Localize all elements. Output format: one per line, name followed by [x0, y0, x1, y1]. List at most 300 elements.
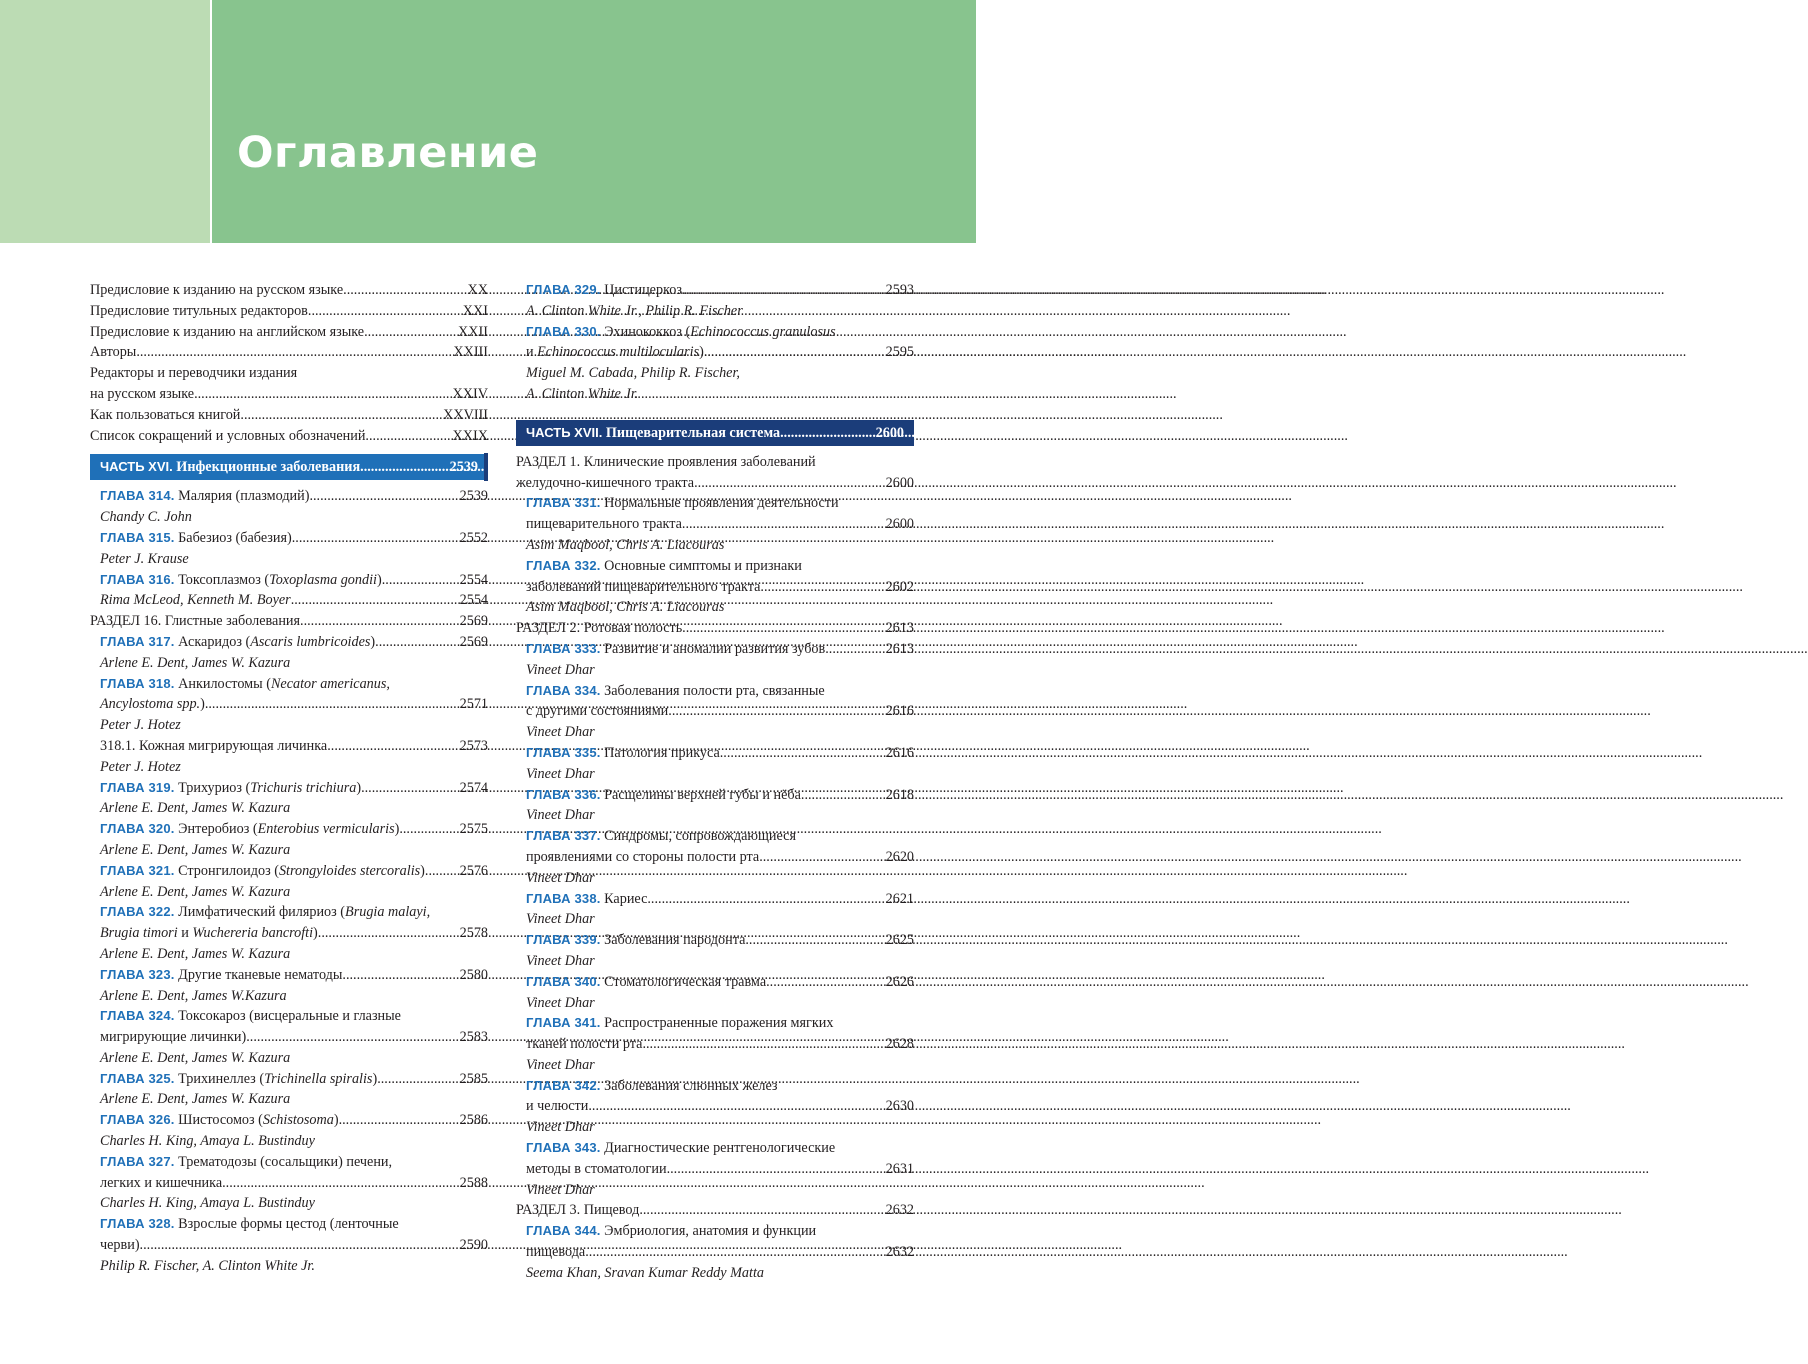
toc-entry[interactable] [516, 1076, 914, 1097]
entry-text [526, 847, 759, 868]
entry-text [100, 944, 290, 965]
part-label: ЧАСТЬ XVII. [526, 424, 603, 440]
leader-dots [365, 426, 452, 447]
entry-title: ) [370, 633, 376, 650]
page-number: 2613 [885, 640, 914, 657]
authors: Arlene E. Dent, James W. Kazura [100, 654, 291, 671]
chapter-label: ГЛАВА 322. [100, 904, 175, 920]
entry-text [100, 923, 318, 944]
entry-text [90, 363, 297, 384]
page-number: 2621 [885, 890, 914, 907]
entry-title: желудочно-кишечного тракта [516, 474, 695, 491]
entry-title: Основные симптомы и признаки [604, 557, 802, 574]
page-number: XXVIII [443, 406, 488, 423]
toc-entry[interactable] [516, 473, 914, 494]
entry-text [526, 1138, 835, 1159]
toc-entry[interactable] [516, 701, 914, 722]
entry-text [516, 618, 682, 639]
page-number: XXII [458, 323, 488, 340]
entry-text [526, 535, 724, 556]
author-line [90, 590, 488, 611]
authors: Arlene E. Dent, James W. Kazura [100, 841, 291, 858]
page-number: 2569 [459, 633, 488, 650]
latin-name: Enterobius vermicularis [257, 821, 395, 838]
entry-text [90, 342, 136, 363]
page-number: 2625 [885, 932, 914, 949]
toc-entry[interactable] [90, 1027, 488, 1048]
authors: A. Clinton White Jr., Philip R. Fischer [526, 302, 743, 319]
part-title: Пищеварительная система [605, 424, 781, 441]
leader-dots [682, 618, 885, 639]
toc-entry[interactable] [90, 861, 488, 882]
entry-text [100, 715, 181, 736]
entry-title: Синдромы, сопровождающиеся [604, 828, 796, 845]
entry-text [526, 363, 740, 384]
entry-text [100, 965, 342, 986]
entry-title: Расщелины верхней губы и нёба [604, 786, 801, 803]
entry-text [516, 1200, 639, 1221]
entry-title: Заболевания слюнных желез [604, 1077, 778, 1094]
part-page: 2600 [875, 424, 904, 441]
entry-title: Анкилостомы ( [178, 675, 271, 692]
section-label: РАЗДЕЛ 1. [516, 453, 581, 470]
part-title: Инфекционные заболевания [176, 459, 361, 476]
toc-entry[interactable] [90, 1235, 488, 1256]
entry-text [526, 785, 801, 806]
page-number: 2631 [885, 1160, 914, 1177]
page-number: 2571 [459, 696, 488, 713]
page-number: 2600 [885, 516, 914, 533]
page-number: 2616 [885, 703, 914, 720]
part-label: ЧАСТЬ XVI. [100, 459, 173, 475]
leader-dots [343, 280, 467, 301]
toc-entry[interactable] [90, 528, 488, 549]
entry-text [100, 1069, 377, 1090]
entry-text [100, 778, 361, 799]
toc-entry[interactable] [516, 785, 914, 806]
toc-entry[interactable] [90, 1173, 488, 1194]
page-number: 2583 [459, 1029, 488, 1046]
entry-text [526, 889, 647, 910]
chapter-label: ГЛАВА 328. [100, 1216, 175, 1232]
entry-text [90, 301, 308, 322]
entry-text [526, 764, 595, 785]
leader-dots [382, 570, 460, 591]
toc-entry[interactable] [90, 819, 488, 840]
chapter-label: ГЛАВА 325. [100, 1070, 175, 1086]
page-number: 2613 [885, 620, 914, 637]
entry-title: Взрослые формы цестод (ленточные [178, 1216, 399, 1233]
author-line [516, 1263, 914, 1284]
latin-name: Echinococcus granulosus [690, 323, 836, 340]
page-number: 2602 [885, 578, 914, 595]
page-number: 2574 [459, 779, 488, 796]
author-line [90, 507, 488, 528]
leader-dots [377, 1069, 459, 1090]
leader-dots [360, 454, 449, 480]
bar-accent [484, 453, 488, 481]
author-line [516, 597, 914, 618]
entry-title: Стоматологическая травма [604, 973, 767, 990]
entry-text [100, 694, 205, 715]
page-number: 2626 [885, 973, 914, 990]
header-band [212, 0, 976, 243]
toc-entry[interactable] [516, 493, 914, 514]
part-xvi-header[interactable] [90, 454, 488, 480]
entry-text [100, 1089, 290, 1110]
entry-text [526, 660, 595, 681]
toc-entry[interactable] [90, 570, 488, 591]
entry-text [100, 1131, 315, 1152]
entry-title: Как пользоваться книгой [90, 406, 241, 423]
entry-text [526, 743, 720, 764]
toc-entry[interactable] [90, 1006, 488, 1027]
chapter-label: ГЛАВА 336. [526, 786, 601, 802]
chapter-label: ГЛАВА 315. [100, 529, 175, 545]
page-number: XXIV [452, 385, 488, 402]
chapter-label: ГЛАВА 344. [526, 1223, 601, 1239]
entry-text [526, 556, 802, 577]
leader-dots [240, 405, 443, 426]
entry-text [526, 1263, 764, 1284]
toc-entry[interactable] [516, 930, 914, 951]
chapter-label: ГЛАВА 333. [526, 640, 601, 656]
toc-entry[interactable] [516, 322, 914, 343]
latin-name: Necator americanus, [270, 675, 390, 692]
toc-entry[interactable] [516, 556, 914, 577]
toc-entry[interactable] [516, 681, 914, 702]
section-entry[interactable] [516, 1200, 914, 1221]
page-number: 2630 [885, 1098, 914, 1115]
page-number: 2595 [885, 344, 914, 361]
author-line [516, 1117, 914, 1138]
author-line [90, 840, 488, 861]
leader-dots [342, 965, 459, 986]
chapter-label: ГЛАВА 331. [526, 495, 601, 511]
entry-title: ) [376, 571, 382, 588]
chapter-label: ГЛАВА 327. [100, 1153, 175, 1169]
author-line [90, 1131, 488, 1152]
toc-entry[interactable] [90, 674, 488, 695]
entry-text [100, 528, 292, 549]
leader-dots [425, 861, 460, 882]
entry-text [100, 653, 290, 674]
toc-entry[interactable] [90, 342, 488, 363]
toc-entry[interactable] [90, 486, 488, 507]
authors: Arlene E. Dent, James W. Kazura [100, 945, 291, 962]
authors: Rima McLeod, Kenneth M. Boyer [100, 592, 291, 609]
leader-dots [309, 486, 459, 507]
authors: Vineet Dhar [526, 911, 595, 928]
part-page: 2539 [449, 459, 478, 476]
entry-title: методы в стоматологии [526, 1160, 667, 1177]
latin-name: Strongyloides stercoralis [278, 862, 421, 879]
chapter-label: ГЛАВА 343. [526, 1140, 601, 1156]
entry-text [526, 493, 839, 514]
entry-text [526, 342, 704, 363]
leader-dots [588, 1096, 885, 1117]
entry-title: ) [333, 1112, 339, 1129]
authors: Vineet Dhar [526, 807, 595, 824]
page-number: 2575 [459, 821, 488, 838]
entry-text [526, 280, 682, 301]
toc-entry[interactable] [516, 1159, 914, 1180]
entry-text [100, 486, 309, 507]
leader-dots [825, 639, 885, 660]
toc-entry[interactable] [90, 301, 488, 322]
entry-title: 318.1. Кожная мигрирующая личинка [100, 737, 328, 754]
chapter-label: ГЛАВА 329. [526, 282, 601, 297]
toc-entry[interactable] [516, 1138, 914, 1159]
entry-title: Цистицеркоз [604, 282, 682, 298]
toc-entry[interactable] [90, 280, 488, 301]
author-line [90, 986, 488, 1007]
entry-text [90, 611, 300, 632]
entry-text [526, 805, 595, 826]
leader-dots [639, 1200, 885, 1221]
author-line [516, 363, 914, 384]
entry-title: Глистные заболевания [164, 613, 301, 630]
author-line [90, 1193, 488, 1214]
page-number: XXIX [452, 427, 488, 444]
author-line [516, 660, 914, 681]
authors: Peter J. Hotez [100, 758, 181, 775]
entry-text [516, 452, 816, 473]
entry-title: Токсоплазмоз ( [178, 571, 270, 588]
entry-title: Предисловие к изданию на русском языке [90, 282, 344, 298]
chapter-label: ГЛАВА 330. [526, 323, 601, 339]
entry-title: Диагностические рентгенологические [604, 1140, 836, 1157]
authors: Seema Khan, Sravan Kumar Reddy Matta [526, 1264, 765, 1281]
entry-text [100, 1235, 140, 1256]
leader-dots [291, 590, 460, 611]
leader-dots [300, 611, 460, 632]
leader-dots [375, 632, 459, 653]
toc-entry[interactable] [90, 1110, 488, 1131]
entry-title: ) [200, 696, 205, 713]
chapter-label: ГЛАВА 324. [100, 1008, 175, 1024]
authors: Asim Maqbool, Chris A. Liacouras [526, 536, 725, 553]
entry-title: Аскаридоз ( [178, 633, 251, 650]
section-entry[interactable] [90, 611, 488, 632]
entry-text [100, 1048, 290, 1069]
entry-text [526, 993, 595, 1014]
entry-title: Нормальные проявления деятельности [604, 495, 839, 512]
entry-text [526, 1159, 667, 1180]
toc-entry[interactable] [90, 384, 488, 405]
entry-title: пищеварительного тракта [526, 516, 682, 533]
entry-title: и [177, 925, 193, 942]
toc-entry[interactable] [516, 1034, 914, 1055]
entry-text [100, 1193, 315, 1214]
page-number: 2588 [459, 1174, 488, 1191]
toc-entry[interactable] [90, 902, 488, 923]
author-line [90, 1256, 488, 1277]
chapter-label: ГЛАВА 342. [526, 1077, 601, 1093]
entry-text [90, 405, 240, 426]
chapter-label: ГЛАВА 317. [100, 633, 175, 649]
leader-dots [682, 514, 886, 535]
leader-dots [308, 301, 463, 322]
entry-text [100, 902, 430, 923]
entry-text [100, 1110, 339, 1131]
author-line [516, 1180, 914, 1201]
author-line [516, 1055, 914, 1076]
entry-title: ) [420, 862, 425, 879]
author-line [516, 764, 914, 785]
authors: Peter J. Krause [100, 550, 189, 567]
page-number: 2593 [885, 282, 914, 298]
authors: Vineet Dhar [526, 661, 595, 678]
entry-text [526, 1096, 588, 1117]
entry-title: черви) [100, 1237, 140, 1254]
spacer [516, 405, 914, 412]
chapter-label: ГЛАВА 314. [100, 488, 175, 504]
authors: Arlene E. Dent, James W. Kazura [100, 800, 291, 817]
leader-dots [766, 972, 886, 993]
leader-dots [205, 694, 460, 715]
toc-entry[interactable] [516, 342, 914, 363]
author-line [516, 301, 914, 322]
entry-title: Кариес [604, 890, 648, 907]
authors: Vineet Dhar [526, 1181, 595, 1198]
chapter-label: ГЛАВА 337. [526, 828, 601, 844]
toc-entry[interactable] [90, 1152, 488, 1173]
authors: Arlene E. Dent, James W.Kazura [100, 987, 287, 1004]
chapter-label: ГЛАВА 334. [526, 682, 601, 698]
toc-entry[interactable] [90, 405, 488, 426]
entry-title: на русском языке [90, 385, 195, 402]
toc-entry[interactable] [90, 965, 488, 986]
author-line [516, 909, 914, 930]
entry-text [526, 972, 766, 993]
entry-text [100, 1173, 222, 1194]
leader-dots [292, 528, 460, 549]
part-xvi-entries-continued [516, 280, 914, 405]
toc-entry[interactable] [90, 1069, 488, 1090]
author-line [90, 798, 488, 819]
section-entry[interactable] [516, 452, 914, 473]
leader-dots [704, 342, 886, 363]
toc-entry[interactable] [516, 1242, 914, 1263]
toc-entry[interactable] [90, 694, 488, 715]
section-entry[interactable] [516, 618, 914, 639]
page-number: 2539 [459, 488, 488, 505]
entry-title: Предисловие к изданию на английском языке [90, 323, 365, 340]
page-number: XXI [462, 302, 488, 319]
entry-text [526, 826, 796, 847]
toc-entry[interactable] [516, 1221, 914, 1242]
entry-text [526, 930, 745, 951]
toc-entry[interactable] [516, 1013, 914, 1034]
leader-dots [694, 473, 886, 494]
leader-dots [361, 778, 460, 799]
entry-text [516, 473, 694, 494]
toc-column-right [516, 280, 914, 1284]
page-number: 2576 [459, 862, 488, 879]
entry-text [100, 798, 290, 819]
entry-title: Ротовая полость [583, 620, 683, 637]
authors: Asim Maqbool, Chris A. Liacouras [526, 599, 725, 616]
leader-dots [136, 342, 453, 363]
entry-text [100, 1027, 246, 1048]
leader-dots [780, 420, 876, 446]
toc-entry[interactable] [90, 426, 488, 447]
header-band-light [0, 0, 210, 243]
authors: Philip R. Fischer, A. Clinton White Jr. [100, 1257, 315, 1274]
authors: Arlene E. Dent, James W. Kazura [100, 1091, 291, 1108]
leader-dots [194, 384, 452, 405]
entry-title: ) [356, 779, 362, 796]
toc-entry[interactable] [90, 736, 488, 757]
toc-entry[interactable] [516, 514, 914, 535]
entry-text [100, 570, 382, 591]
toc-entry[interactable] [516, 743, 914, 764]
part-xvii-header[interactable] [516, 420, 914, 446]
entry-title: Заболевания полости рта, связанные [604, 682, 825, 699]
entry-title: Распространенные поражения мягких [604, 1015, 834, 1032]
author-line [516, 384, 914, 405]
page-number: 2578 [459, 925, 488, 942]
entry-title: Трихинеллез ( [178, 1070, 265, 1087]
author-line [90, 757, 488, 778]
entry-title: Малярия (плазмодий) [178, 488, 310, 505]
toc-entry[interactable] [90, 632, 488, 653]
authors: Peter J. Hotez [100, 717, 181, 734]
entry-title: проявлениями со стороны полости рта [526, 848, 760, 865]
leader-dots [399, 819, 459, 840]
toc-entry[interactable] [516, 826, 914, 847]
latin-name: Ancylostoma spp. [100, 696, 201, 713]
chapter-label: ГЛАВА 320. [100, 821, 175, 837]
toc-entry[interactable] [516, 280, 914, 301]
toc-entry[interactable] [516, 577, 914, 598]
leader-dots [246, 1027, 459, 1048]
toc-entry[interactable] [516, 889, 914, 910]
front-matter-list [90, 280, 488, 446]
latin-name: Brugia malayi, [345, 904, 431, 921]
author-line [516, 993, 914, 1014]
entry-text [526, 322, 836, 343]
chapter-label: ГЛАВА 339. [526, 932, 601, 948]
entry-title: пищевода [526, 1244, 586, 1261]
entry-text [90, 322, 364, 343]
toc-entry[interactable] [90, 322, 488, 343]
authors: Vineet Dhar [526, 1119, 595, 1136]
entry-text [526, 1055, 595, 1076]
author-line [90, 549, 488, 570]
author-line [516, 951, 914, 972]
latin-name: Ascaris lumbricoides [250, 633, 371, 650]
toc-entry[interactable] [90, 778, 488, 799]
entry-text [526, 868, 595, 889]
entry-text [100, 986, 287, 1007]
entry-text [100, 861, 425, 882]
toc-entry[interactable] [90, 363, 488, 384]
author-line [90, 1048, 488, 1069]
toc-entry[interactable] [516, 639, 914, 660]
toc-entry[interactable] [516, 847, 914, 868]
toc-entry[interactable] [90, 1214, 488, 1235]
leader-dots [364, 322, 458, 343]
toc-entry[interactable] [516, 972, 914, 993]
author-line [90, 653, 488, 674]
toc-entry[interactable] [90, 923, 488, 944]
page-number: 2620 [885, 848, 914, 865]
entry-text [526, 701, 668, 722]
leader-dots [642, 1034, 885, 1055]
toc-entry[interactable] [516, 1096, 914, 1117]
